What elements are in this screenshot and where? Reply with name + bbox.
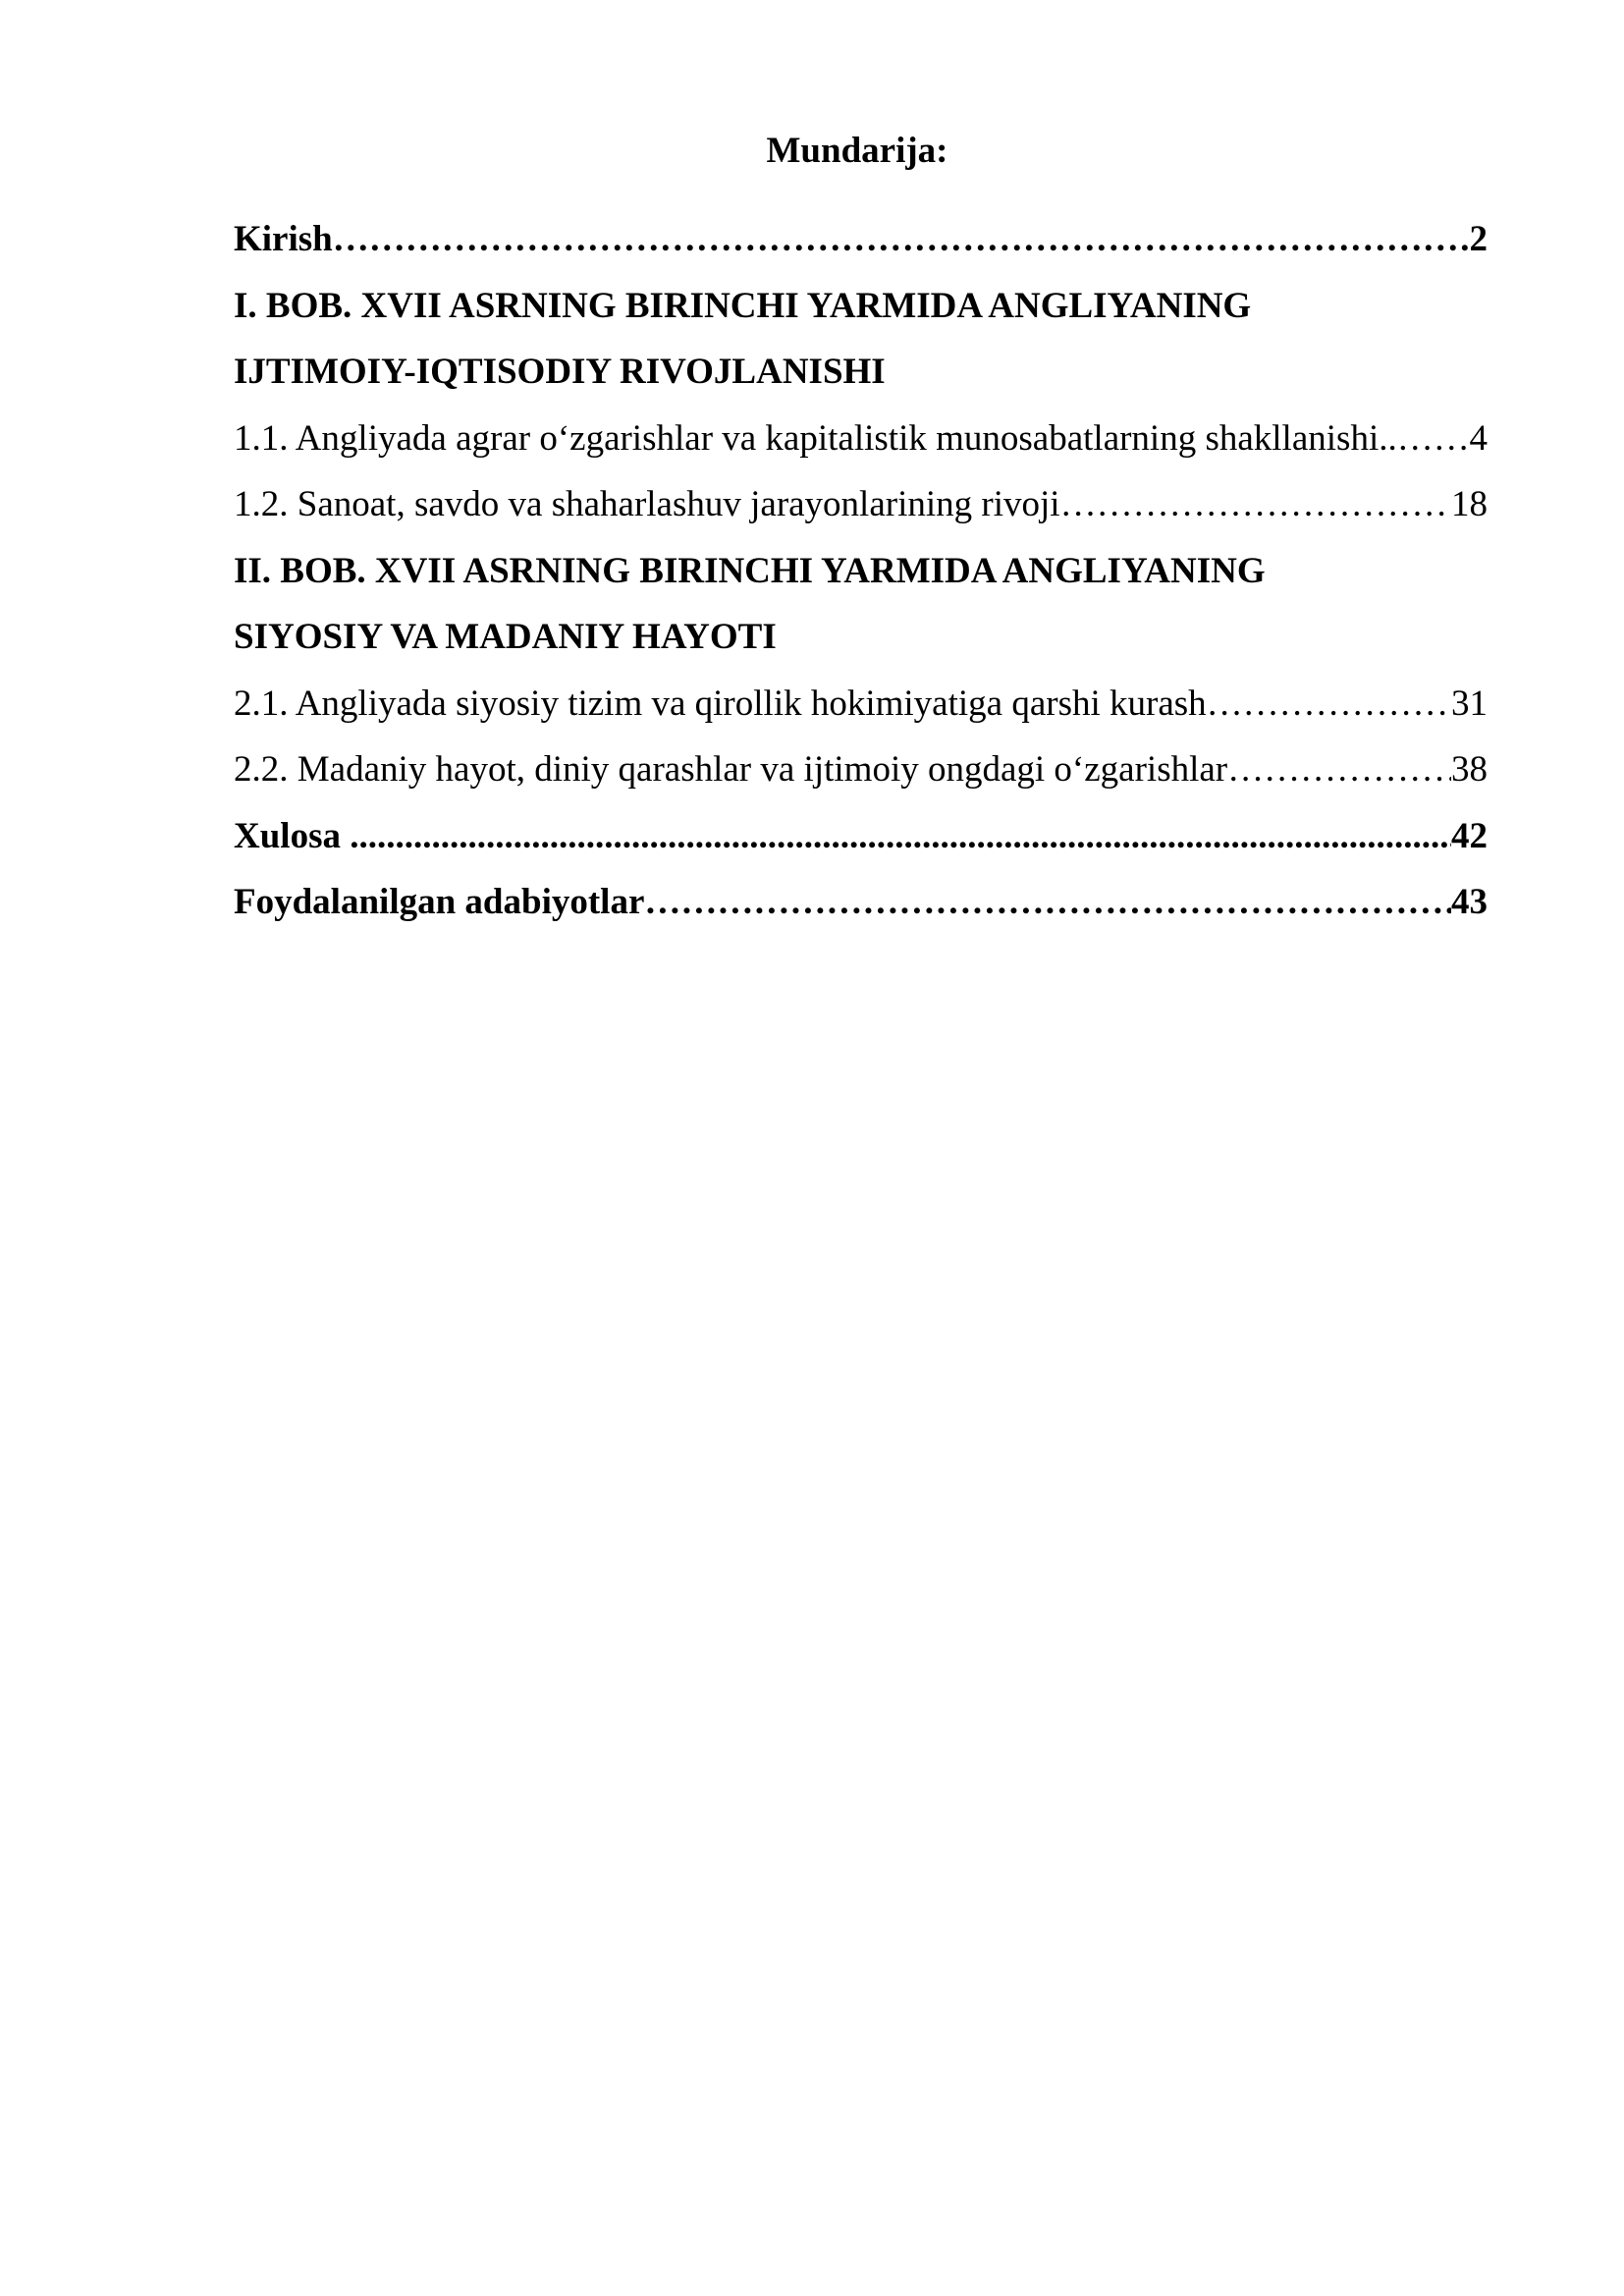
toc-entry-conclusion[interactable] [234, 803, 1488, 870]
toc-chapter-2-heading-line-2[interactable]: SIYOSIY VA MADANIY HAYOTI [234, 617, 777, 657]
toc-page-number: 38 [1451, 749, 1488, 790]
toc-entry-introduction[interactable] [234, 206, 1488, 273]
toc-chapter-1-heading-line-2[interactable]: IJTIMOIY-IQTISODIY RIVOJLANISHI [234, 352, 886, 392]
dot-leader [644, 869, 1451, 936]
dot-leader [1207, 671, 1451, 738]
toc-entry-2-1[interactable] [234, 671, 1488, 738]
toc-entry-label: Xulosa [234, 815, 351, 856]
dot-leader [350, 803, 1451, 870]
toc-page-number: 31 [1451, 683, 1488, 724]
dot-leader [1397, 406, 1470, 472]
toc-entry-label: Foydalanilgan adabiyotlar [234, 882, 645, 922]
toc-entry-label: 1.2. Sanoat, savdo va shaharlashuv jarayonlarining rivoji [234, 484, 1060, 524]
toc-page-number: 42 [1451, 815, 1488, 856]
toc-entry-1-2[interactable] [234, 471, 1488, 538]
toc-entry-2-2[interactable] [234, 737, 1488, 803]
toc-entry-label: 2.2. Madaniy hayot, diniy qarashlar va ijtimoiy ongdagi o‘zgarishlar [234, 749, 1228, 790]
dot-leader [1060, 471, 1451, 538]
toc-page-number: 43 [1451, 882, 1488, 922]
toc-entry-label: Kirish [234, 219, 333, 259]
toc-page-number: 4 [1469, 417, 1488, 459]
toc-page-number: 2 [1469, 219, 1488, 259]
toc-chapter-2-heading-line-1[interactable]: II. BOB. XVII ASRNING BIRINCHI YARMIDA ANGLIYANING [234, 550, 1266, 591]
toc-entry-label: 1.1. Angliyada agrar o‘zgarishlar va kapitalistik munosabatlarning shakllanishi.. [234, 417, 1397, 459]
toc-entry-1-1[interactable] [234, 406, 1488, 472]
toc-entry-bibliography[interactable] [234, 869, 1488, 936]
dot-leader [333, 206, 1470, 273]
table-of-contents [234, 206, 1488, 936]
toc-title: Mundarija: [766, 131, 948, 171]
dot-leader [1227, 737, 1451, 803]
toc-page-number: 18 [1451, 484, 1488, 524]
toc-chapter-1-heading-line-1[interactable]: I. BOB. XVII ASRNING BIRINCHI YARMIDA ANGLIYANING [234, 285, 1252, 326]
toc-entry-label: 2.1. Angliyada siyosiy tizim va qirollik hokimiyatiga qarshi kurash [234, 683, 1207, 724]
